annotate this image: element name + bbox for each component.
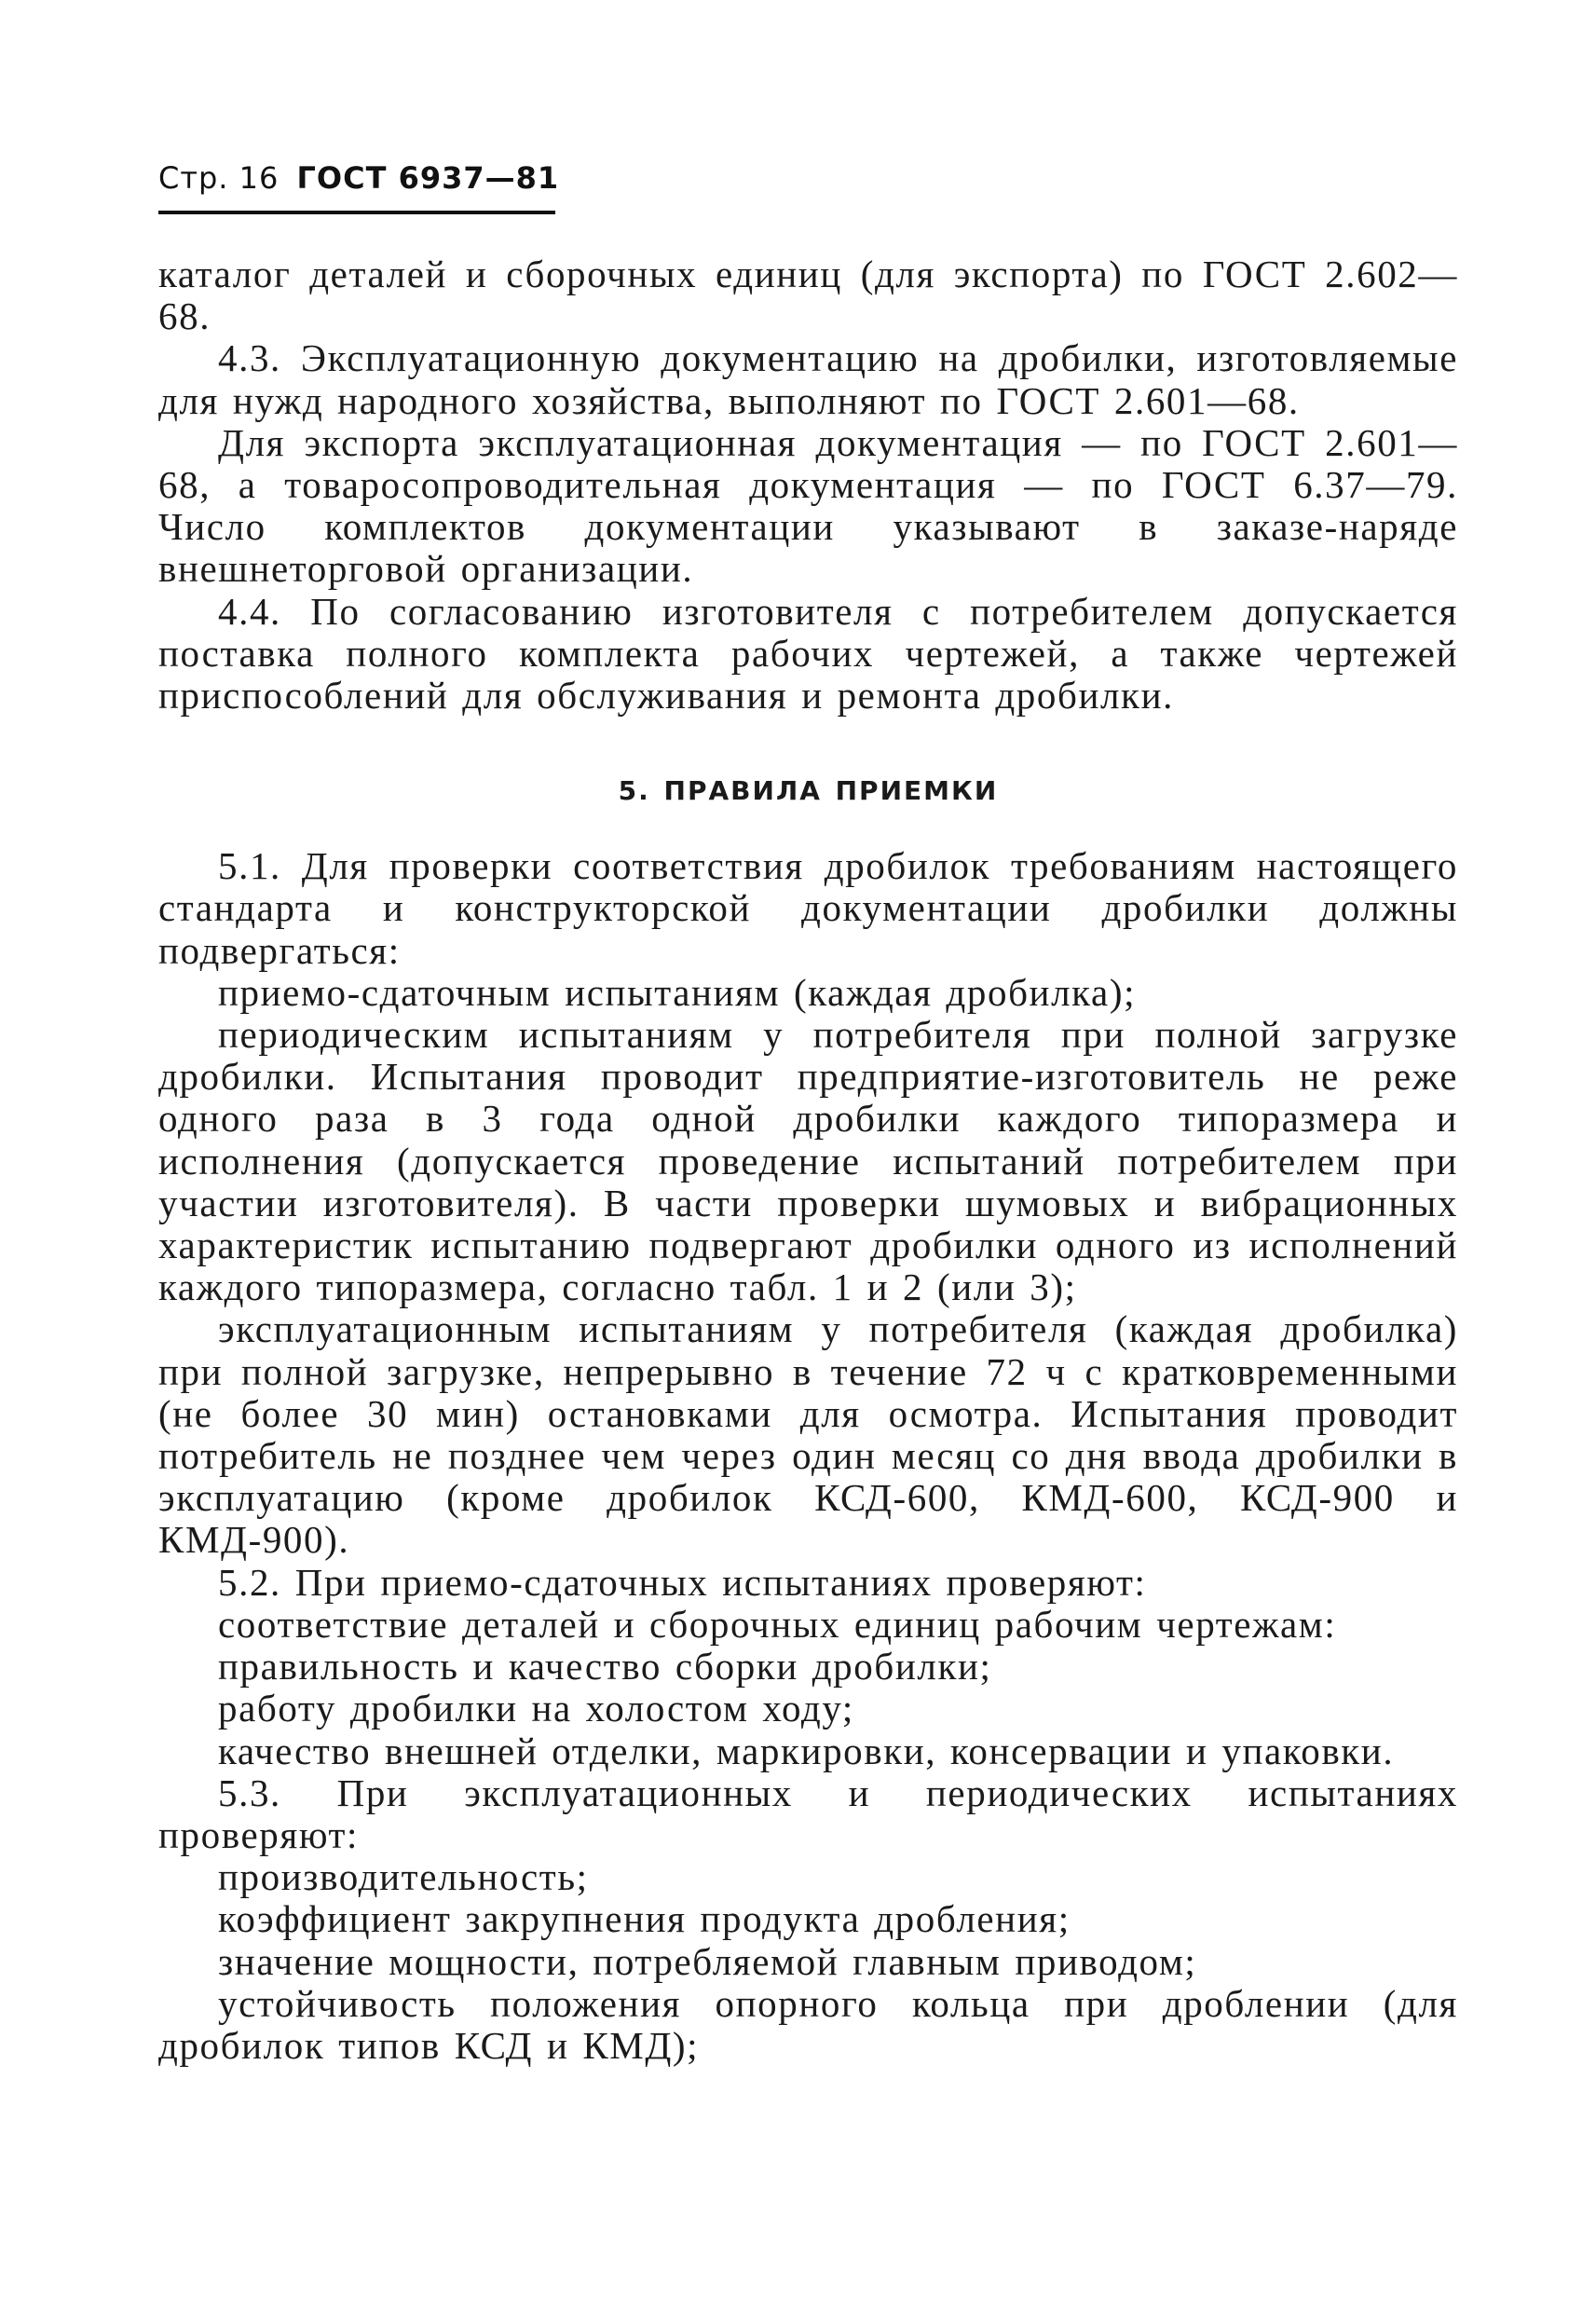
list-item: соответствие деталей и сборочных единиц рабочим чертежам: [218,1602,1337,1646]
paragraph-export-docs: Для экспорта эксплуатационная документация — по ГОСТ 2.601—68, а товаросопроводительная документация — по ГОСТ 6.37—79. Число комплектов документации указывают в заказе-наряде внешнеторговой организации. [158,420,1458,591]
page-number: Стр. 16 [158,160,280,196]
header-divider [158,211,555,214]
standard-code: ГОСТ 6937—81 [296,160,560,196]
page-header [158,160,559,196]
list-item: коэффициент закрупнения продукта дробления; [218,1897,1071,1941]
list-item: эксплуатационным испытаниям у потребителя (каждая дробилка) при полной загрузке, непрерывно в течение 72 ч с кратковременными (не более 30 мин) остановками для осмотра. Испытания проводит потребитель не позднее чем через один месяц со дня ввода дробилки в эксплуатацию (кроме дробилок КСД-600, КМД-600, КСД-900 и КМД-900). [158,1307,1458,1562]
list-item: работу дробилки на холостом ходу; [218,1687,854,1730]
paragraph-4-3: 4.3. Эксплуатационную документацию на дробилки, изготовляемые для нужд народного хозяйства, выполняют по ГОСТ 2.601—68. [158,336,1458,422]
paragraph-catalog: каталог деталей и сборочных единиц (для экспорта) по ГОСТ 2.602—68. [158,253,1458,338]
list-item: качество внешней отделки, маркировки, консервации и упаковки. [218,1729,1395,1772]
list-item: производительность; [218,1855,589,1899]
paragraph-4-4: 4.4. По согласованию изготовителя с потребителем допускается поставка полного комплекта рабочих чертежей, а также чертежей приспособлений для обслуживания и ремонта дробилки. [158,589,1458,718]
list-item: устойчивость положения опорного кольца при дроблении (для дробилок типов КСД и КМД); [158,1981,1458,2067]
list-item: значение мощности, потребляемой главным приводом; [218,1939,1197,1983]
list-item: периодическим испытаниям у потребителя при полной загрузке дробилки. Испытания проводит предприятие-изготовитель не реже одного раза в 3 года одной дробилки каждого типоразмера и исполнения (допускается проведение испытаний потребителем при участии изготовителя). В части проверки шумовых и вибрационных характеристик испытанию подвергают дробилки одного из исполнений каждого типоразмера, согласно табл. 1 и 2 (или 3); [158,1013,1458,1309]
section-title: 5. ПРАВИЛА ПРИЕМКИ [618,775,999,807]
paragraph-5-3: 5.3. При эксплуатационных и периодических испытаниях проверяют: [158,1771,1458,1856]
paragraph-5-2: 5.2. При приемо-сдаточных испытаниях проверяют: [218,1560,1147,1604]
list-item: приемо-сдаточным испытаниям (каждая дробилка); [218,970,1137,1014]
document-body [158,253,1458,2067]
paragraph-5-1: 5.1. Для проверки соответствия дробилок требованиям настоящего стандарта и конструкторской документации дробилки должны подвергаться: [158,844,1458,972]
list-item: правильность и качество сборки дробилки; [218,1645,992,1689]
